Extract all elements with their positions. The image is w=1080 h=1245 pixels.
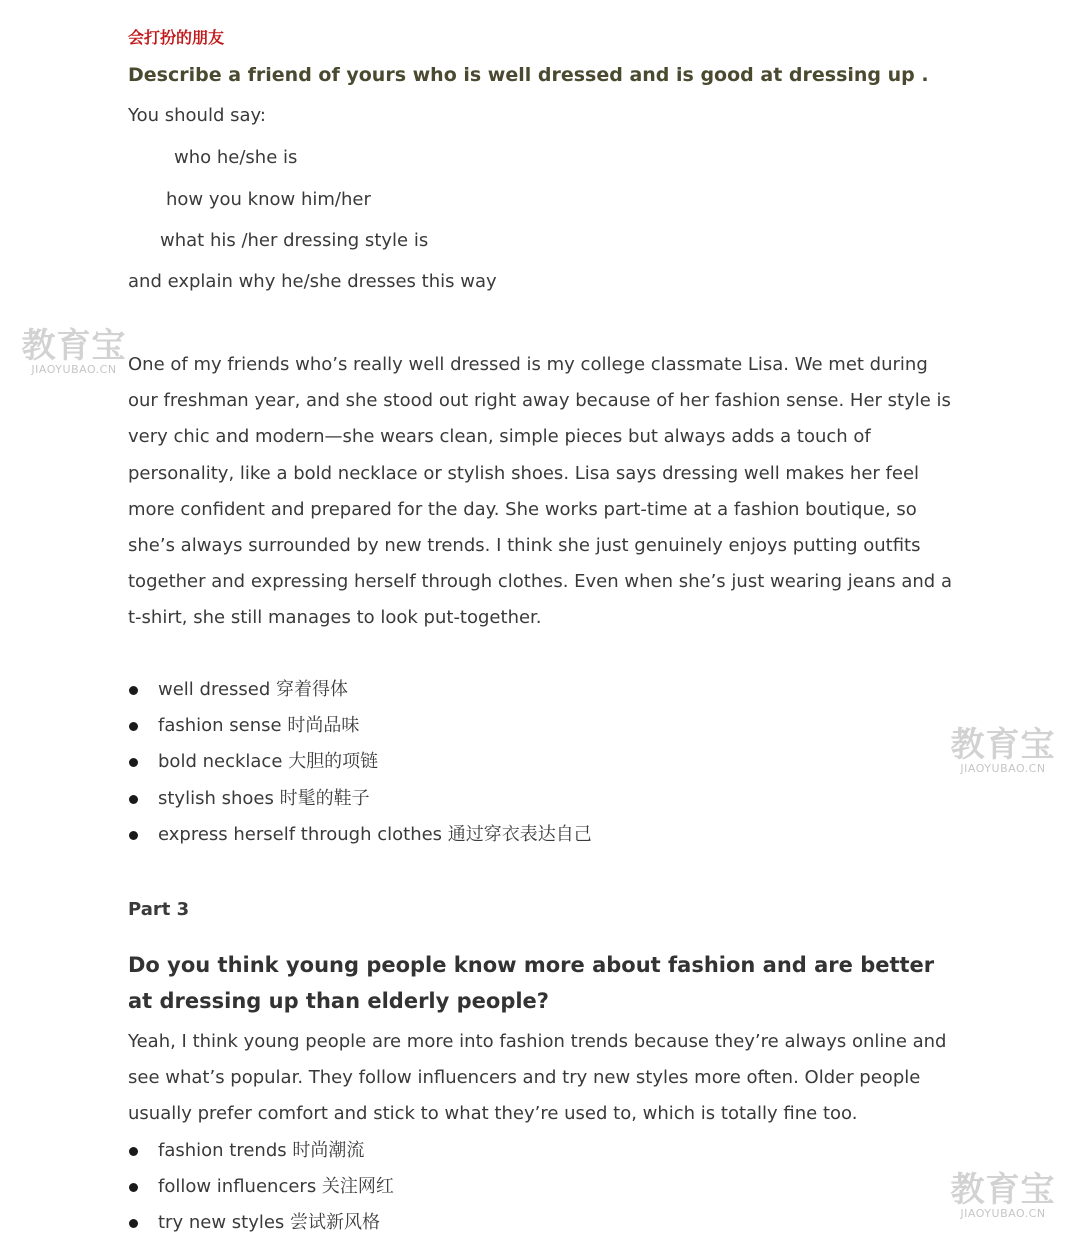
bullet-icon <box>129 831 138 840</box>
watermark-chinese: 教育宝 <box>21 326 127 366</box>
bullet-icon <box>129 686 138 695</box>
vocabulary-text: well dressed 穿着得体 <box>158 679 349 700</box>
bullet-icon <box>129 1183 138 1192</box>
cue-card-title: Describe a friend of yours who is well dressed and is good at dressing up . <box>128 64 929 86</box>
bullet-icon <box>129 722 138 731</box>
watermark-logo <box>944 727 1062 775</box>
vocabulary-item <box>128 781 592 817</box>
cue-card-intro: You should say: <box>128 105 266 126</box>
watermark-logo <box>944 1172 1062 1220</box>
cue-card-point-2: how you know him/her <box>166 189 371 210</box>
chinese-topic-title: 会打扮的朋友 <box>128 28 225 47</box>
part2-answer-paragraph: One of my friends who’s really well dressed is my college classmate Lisa. We met during our freshman year, and she stood out right away because of her fashion sense. Her style is very chic and modern—she wears clean, simple pieces but always adds a touch of personality, like a bold necklace or stylish shoes. Lisa says dressing well makes her feel more confident and prepared for the day. She works part-time at a fashion boutique, so she’s always surrounded by new trends. I think she just genuinely enjoys putting outfits together and expressing herself through clothes. Even when she’s just wearing jeans and a t-shirt, she still manages to look put-together. <box>128 354 952 629</box>
watermark-english: JIAOYUBAO.CN <box>960 1207 1046 1220</box>
vocabulary-text: fashion trends 时尚潮流 <box>158 1140 365 1161</box>
part3-vocabulary-list <box>128 1133 394 1242</box>
bullet-icon <box>129 795 138 804</box>
cue-card-closing: and explain why he/she dresses this way <box>128 271 497 292</box>
bullet-icon <box>129 1147 138 1156</box>
part2-vocabulary-list <box>128 672 592 853</box>
watermark-english: JIAOYUBAO.CN <box>960 762 1046 775</box>
watermark-english: JIAOYUBAO.CN <box>31 363 117 376</box>
part3-question: Do you think young people know more about fashion and are better at dressing up than elderly people? <box>128 953 935 1013</box>
vocabulary-text: fashion sense 时尚品味 <box>158 715 360 737</box>
cue-card-point-3: what his /her dressing style is <box>160 230 429 251</box>
vocabulary-text: follow influencers 关注网红 <box>158 1176 394 1198</box>
vocabulary-item <box>128 744 592 780</box>
vocabulary-item <box>128 1133 394 1169</box>
watermark-chinese: 教育宝 <box>950 1170 1056 1210</box>
vocabulary-text: stylish shoes 时髦的鞋子 <box>158 787 370 809</box>
vocabulary-item <box>128 708 592 744</box>
vocabulary-item <box>128 1169 394 1205</box>
bullet-icon <box>129 1219 138 1228</box>
vocabulary-text: bold necklace 大胆的项链 <box>158 751 379 773</box>
bullet-icon <box>129 758 138 767</box>
cue-card-point-1: who he/she is <box>174 147 298 168</box>
watermark-logo <box>16 328 132 376</box>
watermark-chinese: 教育宝 <box>950 725 1056 765</box>
vocabulary-text: express herself through clothes 通过穿衣表达自己 <box>158 823 592 845</box>
vocabulary-item <box>128 1205 394 1241</box>
part3-answer-paragraph: Yeah, I think young people are more into fashion trends because they’re always online and see what’s popular. They follow influencers and try new styles more often. Older people usually prefer comfort and stick to what they’re used to, which is totally fine too. <box>128 1031 947 1125</box>
vocabulary-item <box>128 672 592 708</box>
vocabulary-item <box>128 817 592 853</box>
vocabulary-text: try new styles 尝试新风格 <box>158 1212 381 1234</box>
part3-label: Part 3 <box>128 899 190 920</box>
